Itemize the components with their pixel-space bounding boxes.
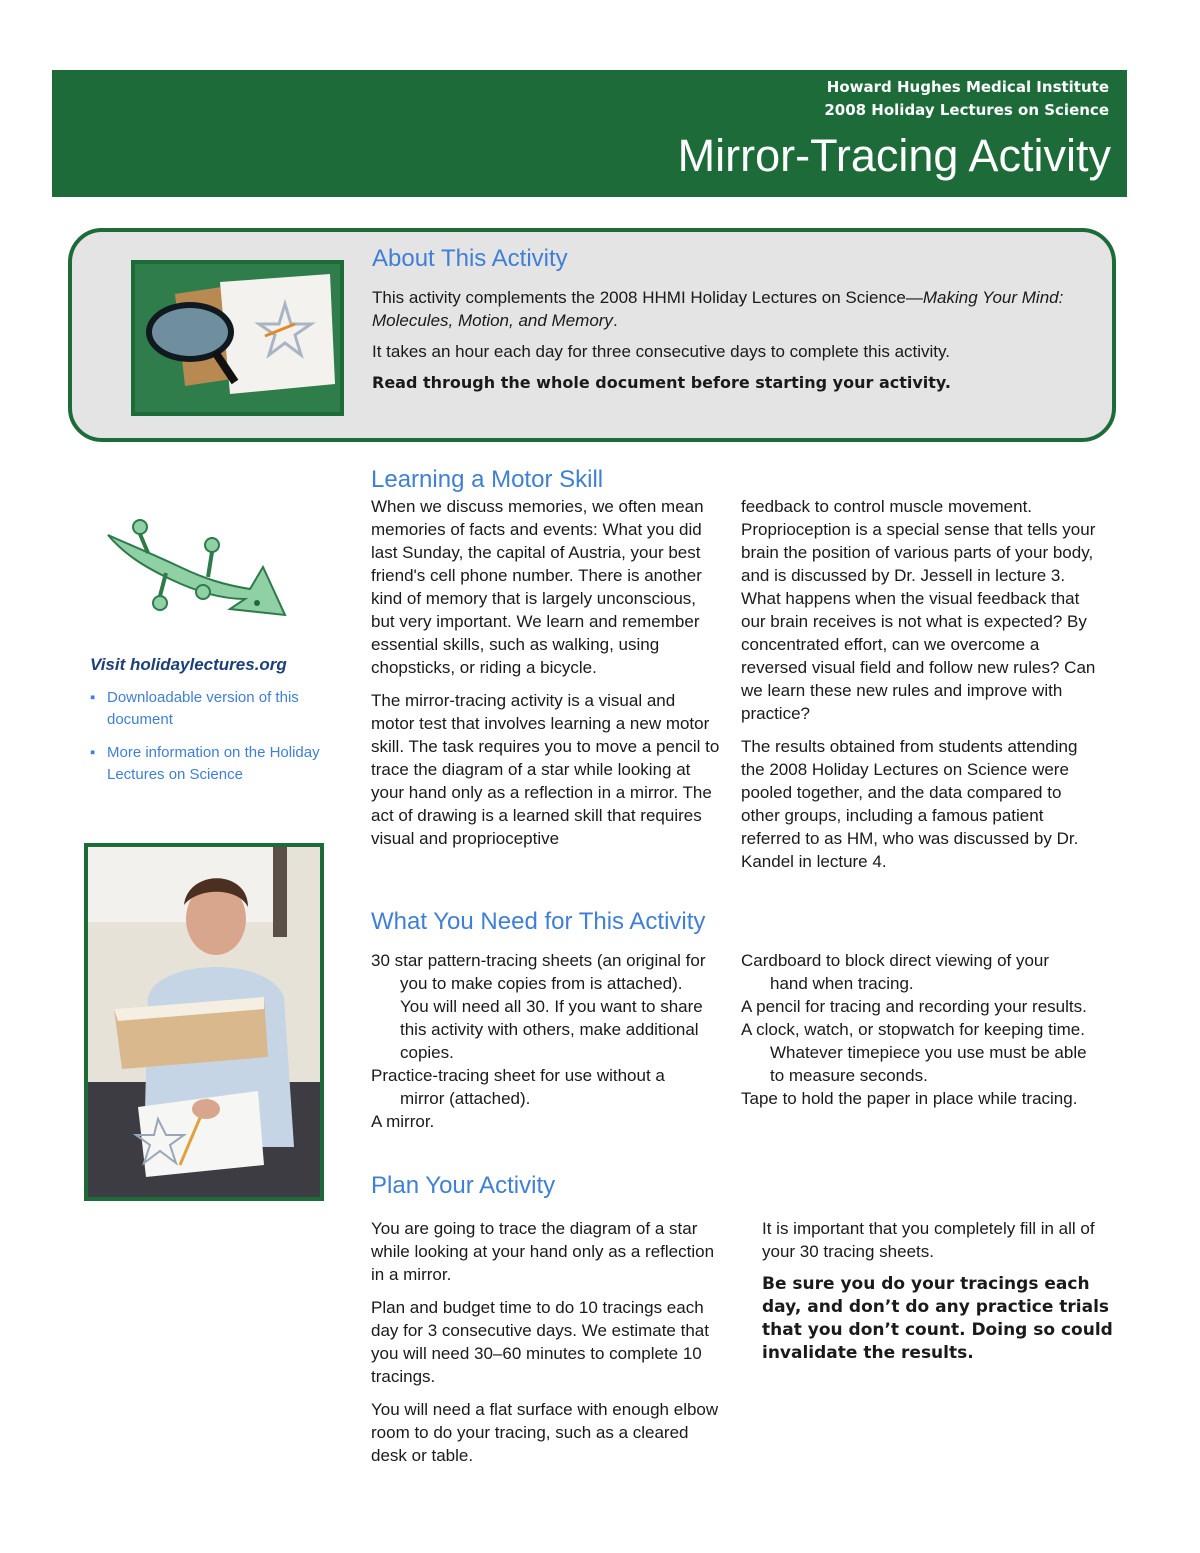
more-info-link-text[interactable]: More information on the Holiday Lectures on Science [107,744,320,783]
lecture-title: Making Your Mind: Molecules, Motion, and Memory [372,288,1064,330]
materials-left-column [371,949,711,1133]
plan-paragraph-2: Plan and budget time to do 10 tracings each day for 3 consecutive days. We estimate that you will need 30–60 minutes to complete 10 tracings. [371,1298,709,1386]
plan-heading: Plan Your Activity [371,1172,556,1199]
material-item: Practice-tracing sheet for use without a mirror (attached). [371,1066,665,1108]
org-name: Howard Hughes Medical Institute [826,78,1109,96]
visit-website-link[interactable]: Visit holidaylectures.org [90,655,287,674]
student-photo-illustration [88,847,320,1197]
about-heading: About This Activity [372,245,568,272]
plan-paragraph-1: You are going to trace the diagram of a star while looking at your hand only as a reflection in a mirror. [371,1219,715,1284]
document-title: Mirror-Tracing Activity [677,130,1111,181]
materials-right-column [741,949,1091,1110]
materials-heading: What You Need for This Activity [371,908,706,935]
header-banner [52,70,1127,197]
motor-skill-right-column [741,495,1096,883]
plan-right-column [762,1217,1120,1375]
organization [824,76,1109,122]
about-paragraph-1 [372,286,1092,332]
motor-paragraph-2: The mirror-tracing activity is a visual and motor test that involves learning a new motor skill. The task requires you to move a pencil to trace the diagram of a star while looking at your hand only as a reflection in a mirror. The act of drawing is a learned skill that requires visual and proprioceptive [371,691,720,848]
about-p1-end: . [612,311,618,330]
tracing-warning: Be sure you do your tracings each day, and don’t do any practice trials that you don’t count. Doing so could invalidate the results. [762,1274,1113,1363]
about-box [68,228,1116,442]
resource-link-list [88,687,328,786]
about-paragraph-2: It takes an hour each day for three consecutive days to complete this activity. [372,342,950,361]
plan-paragraph-4: It is important that you completely fill in all of your 30 tracing sheets. [762,1219,1095,1261]
materials-section [371,907,1096,1131]
about-p1-text: This activity complements the 2008 HHMI Holiday Lectures on Science— [372,288,923,307]
download-link-text[interactable]: Downloadable version of this document [107,689,299,728]
bullet-icon: ▪ [90,689,96,706]
sidebar [88,653,328,797]
material-item: 30 star pattern-tracing sheets (an original for you to make copies from is attached). You will need all 30. If you want to share this activity with others, make additional copies. [371,951,706,1062]
plan-section [371,1171,1121,1465]
motor-skill-heading: Learning a Motor Skill [371,466,604,493]
motor-paragraph-4: The results obtained from students attending the 2008 Holiday Lectures on Science were pooled together, and the data compared to other groups, including a famous patient referred to as HM, who was discussed by Dr. Kandel in lecture 4. [741,737,1079,871]
material-item: A clock, watch, or stopwatch for keeping time. Whatever timepiece you use must be able to measure seconds. [741,1020,1087,1085]
plan-paragraph-3: You will need a flat surface with enough elbow room to do your tracing, such as a cleared desk or table. [371,1400,719,1465]
mirror-and-star-photo [131,260,344,416]
motor-paragraph-3: feedback to control muscle movement. Proprioception is a special sense that tells your brain the position of various parts of your body, and is discussed by Dr. Jessell in lecture 3. What happens when the visual feedback that our brain receives is not what is expected? By concentrated effort, can we overcome a reversed visual field and follow new rules? Can we learn these new rules and improve with practice? [741,497,1096,723]
about-text [372,244,1092,402]
more-info-link[interactable] [88,742,328,786]
plan-left-column [371,1217,726,1477]
material-item: A pencil for tracing and recording your results. [741,997,1087,1016]
download-link[interactable] [88,687,328,731]
material-item: Cardboard to block direct viewing of your hand when tracing. [741,951,1050,993]
material-item: Tape to hold the paper in place while tracing. [741,1089,1078,1108]
mirror-photo-illustration [135,264,340,412]
motor-skill-section [371,465,1096,871]
read-through-notice: Read through the whole document before starting your activity. [372,373,951,392]
material-item: A mirror. [371,1112,435,1131]
motor-paragraph-1: When we discuss memories, we often mean memories of facts and events: What you did last Sunday, the capital of Austria, your best friend's cell phone number. There is another kind of memory that is largely unconscious, but very important. We learn and remember essential skills, such as walking, using chopsticks, or riding a bicycle. [371,497,704,677]
bullet-icon: ▪ [90,744,96,761]
gecko-arrow-icon [100,515,290,620]
student-tracing-photo [84,843,324,1201]
motor-skill-left-column [371,495,721,860]
event-name: 2008 Holiday Lectures on Science [824,101,1109,119]
